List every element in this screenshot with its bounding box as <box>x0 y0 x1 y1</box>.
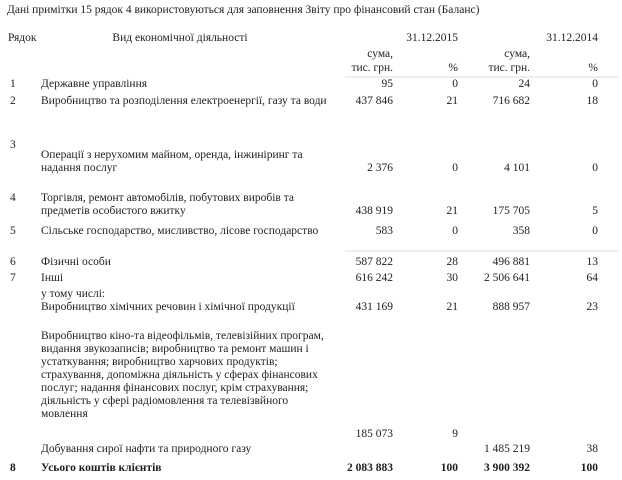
percent-2015: 21 <box>446 205 458 217</box>
table-row <box>0 256 598 269</box>
activity-label: Виробництво та розподілення електроенергії, газу та води <box>41 95 327 107</box>
row-number: 6 <box>10 256 16 268</box>
percent-2015: 21 <box>446 301 458 313</box>
amount-2015: 437 846 <box>355 95 393 107</box>
row-number: 8 <box>10 462 16 474</box>
amount-2015: 2 376 <box>367 162 393 174</box>
percent-2015: 9 <box>452 428 458 440</box>
total-percent-2014: 100 <box>580 462 598 474</box>
note-intro-text: Дані примітки 15 рядок 4 використовуються для заповнення Звіту про фінансовий стан (Баланс) <box>7 4 480 16</box>
column-header-pct-2014: % <box>588 62 598 74</box>
column-header-row: Рядок <box>8 32 37 44</box>
column-header-date-2014: 31.12.2014 <box>546 32 598 44</box>
column-header-activity: Вид економічної діяльності <box>112 32 248 44</box>
table-row <box>0 78 598 91</box>
table-row <box>0 192 598 218</box>
amount-2015: 185 073 <box>355 428 393 440</box>
activity-label: Операції з нерухомим майном, оренда, інжиніринг та надання послуг <box>41 149 303 174</box>
activity-label: Сільське господарство, мисливство, лісове господарство <box>41 225 319 237</box>
amount-2014: 2 506 641 <box>484 272 530 284</box>
amount-2014: 1 485 219 <box>484 443 530 455</box>
row-number: 3 <box>10 139 16 151</box>
table-row <box>0 288 598 301</box>
activity-sublabel: у тому числі: <box>41 288 106 300</box>
percent-2014: 18 <box>586 95 598 107</box>
amount-2014: 175 705 <box>492 205 530 217</box>
activity-label: Інші <box>41 272 64 284</box>
table-row <box>0 139 598 175</box>
table-row <box>0 301 598 314</box>
amount-2015: 438 919 <box>355 205 393 217</box>
table-header-row <box>0 32 598 45</box>
percent-2014: 23 <box>586 301 598 313</box>
column-header-tys-2014: тис. грн. <box>488 62 530 74</box>
percent-2015: 0 <box>452 162 458 174</box>
row-number: 4 <box>10 192 16 204</box>
amount-2014: 716 682 <box>492 95 530 107</box>
activity-label: Торгівля, ремонт автомобілів, побутових виробів та предметів особистого вжитку <box>41 192 295 217</box>
amount-2014: 496 881 <box>492 256 530 268</box>
column-header-date-2015: 31.12.2015 <box>406 32 458 44</box>
total-amount-2014: 3 900 392 <box>484 462 530 474</box>
table-row <box>0 443 598 456</box>
amount-2015: 587 822 <box>355 256 393 268</box>
activity-label: Державне управління <box>41 78 148 90</box>
percent-2014: 0 <box>592 162 598 174</box>
total-label: Усього коштів клієнтів <box>41 462 162 474</box>
amount-2014: 4 101 <box>504 162 530 174</box>
amount-2014: 358 <box>512 225 530 237</box>
table-row <box>0 225 598 238</box>
table-header-units-row <box>0 62 598 75</box>
table-row <box>0 428 598 441</box>
column-header-tys-2015: тис. грн. <box>351 62 393 74</box>
percent-2014: 64 <box>586 272 598 284</box>
amount-2014: 24 <box>518 78 530 90</box>
row-number: 1 <box>10 78 16 90</box>
row-number: 2 <box>10 95 16 107</box>
amount-2014 <box>458 440 530 441</box>
column-header-suma-2015: сума, <box>367 48 393 60</box>
percent-2014 <box>530 440 598 441</box>
amount-2015 <box>343 455 393 456</box>
percent-2015: 21 <box>446 95 458 107</box>
column-header-suma-2014: сума, <box>504 48 530 60</box>
table-row <box>0 272 598 285</box>
percent-2015: 0 <box>452 78 458 90</box>
total-percent-2015: 100 <box>440 462 458 474</box>
amount-2014: 888 957 <box>492 301 530 313</box>
table-header-suma-row <box>0 48 598 61</box>
row-number: 7 <box>10 272 16 284</box>
column-header-pct-2015: % <box>448 62 458 74</box>
amount-2015: 95 <box>381 78 393 90</box>
row-number: 5 <box>10 225 16 237</box>
percent-2014: 13 <box>586 256 598 268</box>
percent-2015: 28 <box>446 256 458 268</box>
percent-2014: 38 <box>586 443 598 455</box>
percent-2014: 0 <box>592 225 598 237</box>
activity-paragraph: Виробництво кіно-та відеофільмів, телевізійних програм, видання звукозаписів; виробництво та ремонт машин і устаткування; виробництво харчових продуктів; страхування, допоміжна діяльність у сферах фінансових послуг; надання фінансових послуг, крім страхування; діяльність у сфері радіомовлення та телевізвйного мовлення <box>41 330 324 420</box>
amount-2015: 616 242 <box>355 272 393 284</box>
percent-2015: 0 <box>452 225 458 237</box>
percent-2014: 5 <box>592 205 598 217</box>
table-row <box>0 95 598 108</box>
amount-2015: 583 <box>375 225 393 237</box>
total-amount-2015: 2 083 883 <box>347 462 393 474</box>
percent-2015 <box>393 455 458 456</box>
amount-2015: 431 169 <box>355 301 393 313</box>
table-total-row <box>0 462 598 475</box>
activity-label: Фізичні особи <box>41 256 111 268</box>
percent-2014: 0 <box>592 78 598 90</box>
activity-label: Добування сирої нафти та природного газу <box>41 443 252 455</box>
percent-2015: 30 <box>446 272 458 284</box>
table-row <box>0 330 598 421</box>
activity-label: Виробництво хімічних речовин і хімічної продукції <box>41 301 295 313</box>
scan-artifact <box>345 250 618 252</box>
